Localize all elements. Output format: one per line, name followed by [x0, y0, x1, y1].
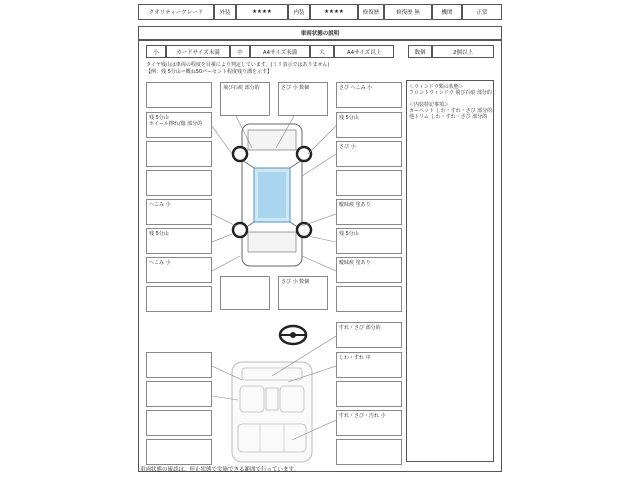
note-box-right-7	[336, 257, 402, 283]
note-box-left-2	[146, 112, 212, 138]
dent-small-left-label: へこみ 小	[149, 202, 171, 208]
interior-stain-box	[336, 322, 402, 348]
interior-value-1: カーペット しわ・すれ・さび 部分的	[409, 108, 493, 114]
note-box-left-4	[146, 170, 212, 196]
note-box-right-6	[336, 228, 402, 254]
rear-dent-label: へこみ 小	[149, 260, 171, 266]
interior-seat-box	[336, 352, 402, 378]
note-box-left-6	[146, 228, 212, 254]
front-right-label: さび へこみ 小	[339, 85, 373, 91]
engine-value: 正常	[462, 4, 502, 20]
note-box-right-8	[336, 286, 402, 312]
interior-box-right-3	[336, 381, 402, 407]
interior-label: 内装	[288, 4, 310, 20]
legend-medium-desc: A4サイズ未満	[250, 45, 310, 58]
page-title: 車両状態の説明	[138, 26, 502, 40]
repair-label: 修復歴	[358, 4, 384, 20]
legend-small: 小	[146, 45, 166, 58]
tire-note: タイヤ残山は車両の程度を目視により判定しています。(ミリ表示ではありません)	[146, 62, 330, 68]
front-bumper-label: さび 小 数個	[281, 85, 310, 91]
interior-seat-label: しわ・すれ 中	[339, 355, 371, 361]
interior-header: ＜内装特記事項＞	[409, 102, 450, 108]
note-box-left-5	[146, 199, 212, 225]
interior-rear-box	[336, 410, 402, 436]
interior-box-left-3	[146, 410, 212, 436]
window-header: ＜ウィンドウ類の状態＞	[409, 84, 464, 90]
footer-note: 車両状態の確認は、停止状態で実施できる範囲で行っています。	[140, 467, 300, 473]
side-notes-panel	[406, 80, 494, 462]
interior-rear-label: すれ・さび・汚れ 小	[339, 413, 386, 419]
rust-small-label: さび 小	[339, 144, 356, 150]
interior-value-2: 他トリム しわ・すれ・さび 部分的	[409, 114, 488, 120]
repair-value: 修復歴 無	[384, 4, 432, 20]
legend-count: 数個	[408, 45, 432, 58]
note-box-right-5	[336, 199, 402, 225]
note-box-left-3	[146, 141, 212, 167]
legend-count-desc: 2個以上	[432, 45, 494, 58]
left-tire-front-label: 残 5分山 ホイール擦れ/傷 部分的	[149, 115, 203, 127]
note-box-right-4	[336, 170, 402, 196]
note-box-left-1	[146, 82, 212, 108]
legend-small-desc: カードサイズ未満	[166, 45, 230, 58]
legend-large: 大	[310, 45, 334, 58]
rear-bumper-label: さび 小 数個	[281, 279, 310, 285]
leader-lines	[212, 96, 336, 286]
interior-box-right-5	[336, 439, 402, 465]
right-rear-panel-label: 曖昧痕 塗あり	[339, 260, 371, 266]
window-value: フロントウィンドウ 飛び石痕 部分的	[409, 90, 492, 96]
note-box-left-8	[146, 286, 212, 312]
interior-stain-label: すれ・さび 部分的	[339, 325, 381, 331]
right-tire-front-label: 残 5分山	[339, 115, 359, 121]
tire-example: 【例：残 5分山＝概ね50パーセント程度残り溝を示す】	[146, 69, 273, 75]
front-glass-label: 飛び石痕 部分的	[223, 85, 260, 91]
engine-label: 機関	[432, 4, 462, 20]
grade-label: クオリティーグレード	[138, 4, 214, 20]
note-box-right-1	[336, 82, 402, 108]
right-panel-label: 曖昧痕 塗あり	[339, 202, 371, 208]
interior-box-left-4	[146, 439, 212, 465]
left-tire-rear-label: 残 5分山	[149, 231, 169, 237]
interior-stars: ★★★★	[310, 4, 358, 20]
note-box-right-3	[336, 141, 402, 167]
exterior-stars: ★★★★	[236, 4, 288, 20]
note-box-right-2	[336, 112, 402, 138]
legend-medium: 中	[230, 45, 250, 58]
interior-box-left-1	[146, 352, 212, 378]
right-tire-rear-label: 残 5分山	[339, 231, 359, 237]
legend-large-desc: A4サイズ以上	[334, 45, 394, 58]
interior-box-left-2	[146, 381, 212, 407]
interior-leader-lines	[212, 330, 336, 460]
exterior-label: 外装	[214, 4, 236, 20]
note-box-left-7	[146, 257, 212, 283]
